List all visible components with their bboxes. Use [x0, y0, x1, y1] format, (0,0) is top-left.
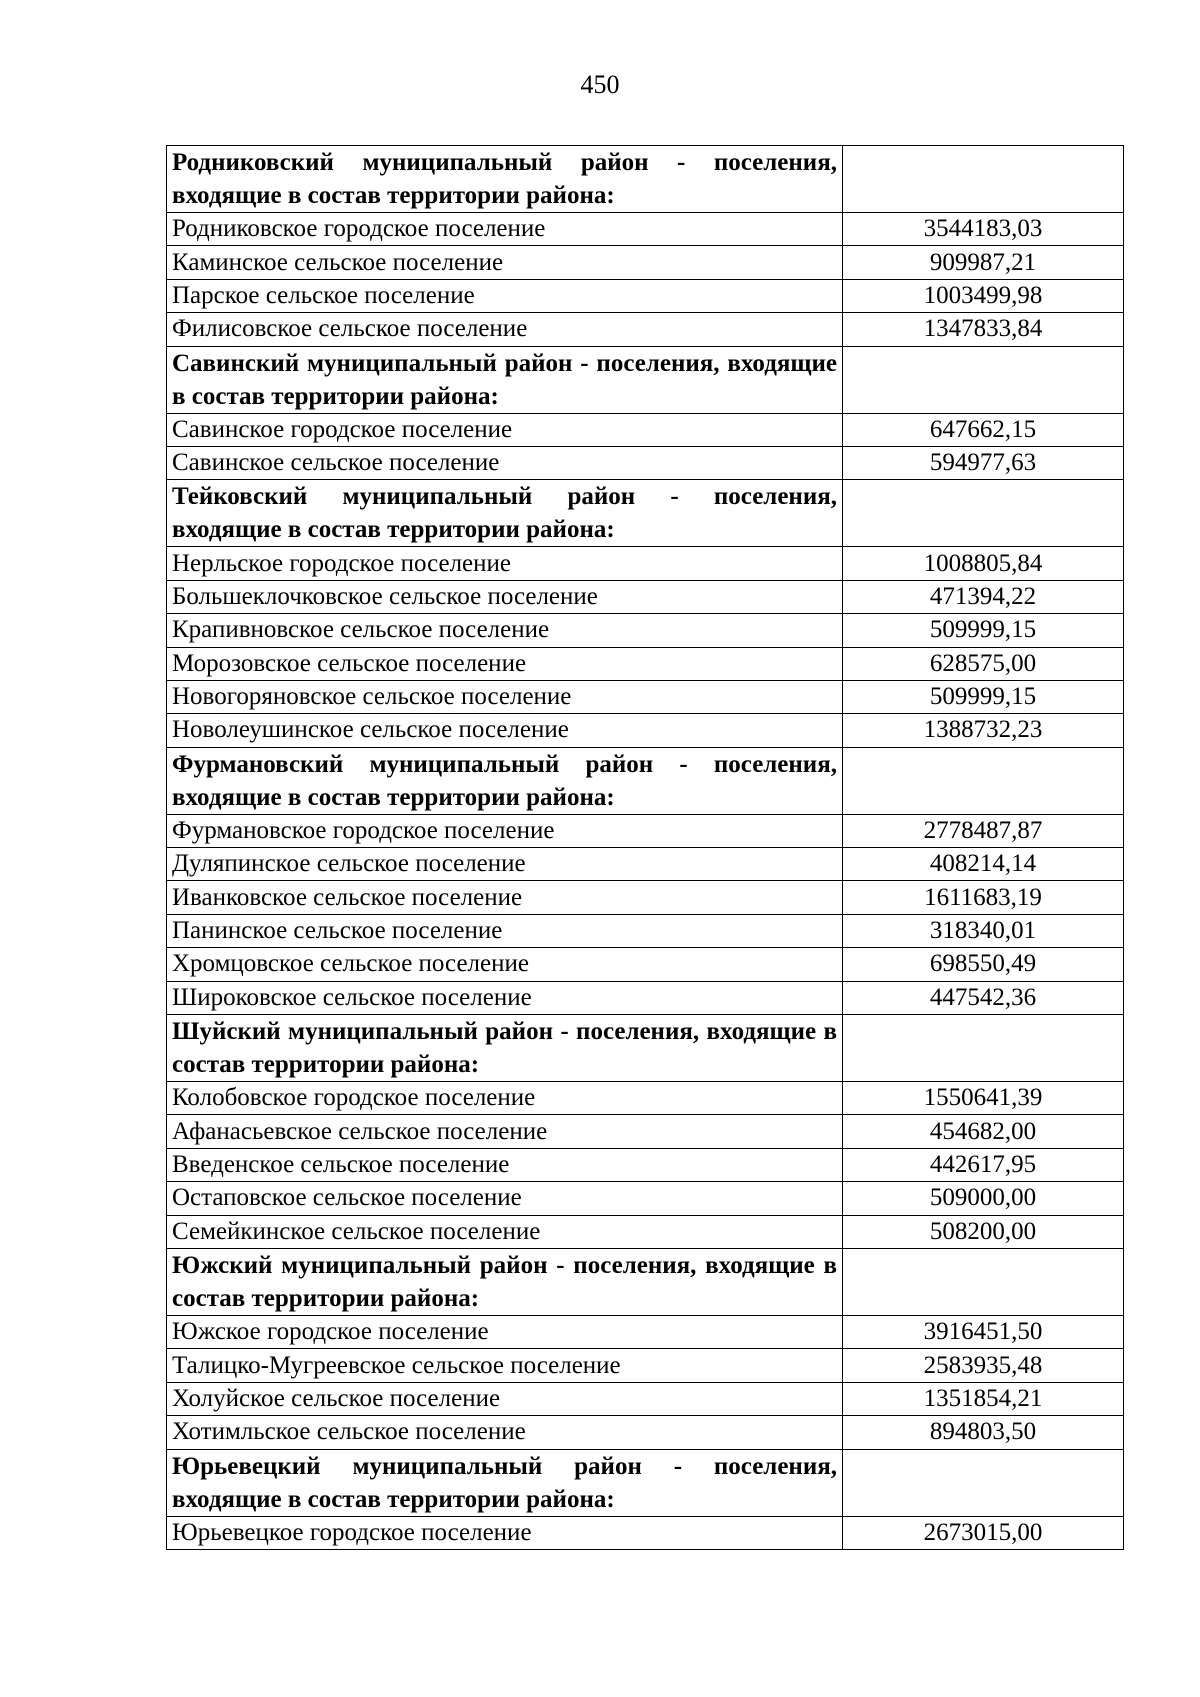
table-row — [167, 914, 1124, 947]
district-header-row — [167, 1248, 1124, 1315]
settlement-amount: 1611683,19 — [843, 881, 1124, 914]
district-header-row — [167, 1449, 1124, 1516]
table-row — [167, 580, 1124, 613]
district-header-row — [167, 480, 1124, 547]
settlement-amount: 509000,00 — [843, 1182, 1124, 1215]
settlement-name: Большеклочковское сельское поселение — [167, 580, 843, 613]
settlement-amount: 454682,00 — [843, 1115, 1124, 1148]
district-header: Юрьевецкий муниципальный район - поселения, входящие в состав территории района: — [167, 1449, 843, 1516]
table-row — [167, 1215, 1124, 1248]
table-row — [167, 1082, 1124, 1115]
settlement-name: Дуляпинское сельское поселение — [167, 848, 843, 881]
settlement-name: Морозовское сельское поселение — [167, 647, 843, 680]
settlement-amount: 2673015,00 — [843, 1516, 1124, 1549]
district-header-empty-cell — [843, 1248, 1124, 1315]
table-row — [167, 1182, 1124, 1215]
settlement-amount: 1003499,98 — [843, 279, 1124, 312]
settlement-amount: 3916451,50 — [843, 1315, 1124, 1348]
settlement-name: Семейкинское сельское поселение — [167, 1215, 843, 1248]
settlement-name: Парское сельское поселение — [167, 279, 843, 312]
table-body — [167, 146, 1124, 1550]
settlement-name: Нерльское городское поселение — [167, 547, 843, 580]
district-header-empty-cell — [843, 346, 1124, 413]
settlement-amount: 509999,15 — [843, 680, 1124, 713]
settlement-amount: 1351854,21 — [843, 1382, 1124, 1415]
settlement-amount: 909987,21 — [843, 246, 1124, 279]
settlement-amount: 447542,36 — [843, 981, 1124, 1014]
district-header-row — [167, 346, 1124, 413]
district-header-row — [167, 747, 1124, 814]
settlement-amount: 1388732,23 — [843, 714, 1124, 747]
settlement-amount: 647662,15 — [843, 413, 1124, 446]
settlement-amount: 628575,00 — [843, 647, 1124, 680]
settlement-name: Введенское сельское поселение — [167, 1148, 843, 1181]
table-row — [167, 1115, 1124, 1148]
settlement-name: Панинское сельское поселение — [167, 914, 843, 947]
table-row — [167, 1315, 1124, 1348]
table-row — [167, 313, 1124, 346]
table-row — [167, 1382, 1124, 1415]
settlement-name: Новолеушинское сельское поселение — [167, 714, 843, 747]
settlement-amount: 3544183,03 — [843, 213, 1124, 246]
table-row — [167, 413, 1124, 446]
settlement-amount: 442617,95 — [843, 1148, 1124, 1181]
table-row — [167, 848, 1124, 881]
settlement-name: Родниковское городское поселение — [167, 213, 843, 246]
district-header-row — [167, 1015, 1124, 1082]
district-header-empty-cell — [843, 747, 1124, 814]
district-header: Тейковский муниципальный район - поселения, входящие в состав территории района: — [167, 480, 843, 547]
district-header-empty-cell — [843, 146, 1124, 213]
settlement-amount: 1008805,84 — [843, 547, 1124, 580]
table-row — [167, 1516, 1124, 1549]
settlement-name: Иванковское сельское поселение — [167, 881, 843, 914]
district-header: Савинский муниципальный район - поселения, входящие в состав территории района: — [167, 346, 843, 413]
table-row — [167, 547, 1124, 580]
settlement-name: Афанасьевское сельское поселение — [167, 1115, 843, 1148]
settlement-amount: 894803,50 — [843, 1416, 1124, 1449]
settlement-amount: 698550,49 — [843, 948, 1124, 981]
district-header-row — [167, 146, 1124, 213]
table-row — [167, 614, 1124, 647]
table-row — [167, 714, 1124, 747]
table-row — [167, 1349, 1124, 1382]
settlement-amount: 508200,00 — [843, 1215, 1124, 1248]
table-row — [167, 981, 1124, 1014]
settlement-name: Хромцовское сельское поселение — [167, 948, 843, 981]
table-row — [167, 647, 1124, 680]
table-row — [167, 279, 1124, 312]
settlement-amount: 1550641,39 — [843, 1082, 1124, 1115]
settlement-name: Савинское городское поселение — [167, 413, 843, 446]
table-row — [167, 246, 1124, 279]
table-row — [167, 814, 1124, 847]
district-header: Фурмановский муниципальный район - поселения, входящие в состав территории района: — [167, 747, 843, 814]
settlement-amount: 2583935,48 — [843, 1349, 1124, 1382]
district-header: Родниковский муниципальный район - поселения, входящие в состав территории района: — [167, 146, 843, 213]
settlement-name: Широковское сельское поселение — [167, 981, 843, 1014]
district-header-empty-cell — [843, 480, 1124, 547]
settlement-name: Фурмановское городское поселение — [167, 814, 843, 847]
settlement-name: Холуйское сельское поселение — [167, 1382, 843, 1415]
settlement-amount: 471394,22 — [843, 580, 1124, 613]
settlement-amount: 1347833,84 — [843, 313, 1124, 346]
settlement-name: Крапивновское сельское поселение — [167, 614, 843, 647]
settlement-amount: 2778487,87 — [843, 814, 1124, 847]
table-row — [167, 1416, 1124, 1449]
table-row — [167, 213, 1124, 246]
table-row — [167, 680, 1124, 713]
settlement-amount: 509999,15 — [843, 614, 1124, 647]
settlement-name: Южское городское поселение — [167, 1315, 843, 1348]
table-row — [167, 948, 1124, 981]
settlement-name: Хотимльское сельское поселение — [167, 1416, 843, 1449]
table-row — [167, 881, 1124, 914]
settlement-name: Остаповское сельское поселение — [167, 1182, 843, 1215]
district-header: Шуйский муниципальный район - поселения, входящие в состав территории района: — [167, 1015, 843, 1082]
settlement-amount: 594977,63 — [843, 446, 1124, 479]
settlement-name: Каминское сельское поселение — [167, 246, 843, 279]
district-header-empty-cell — [843, 1449, 1124, 1516]
table-row — [167, 1148, 1124, 1181]
settlement-name: Талицко-Мугреевское сельское поселение — [167, 1349, 843, 1382]
settlements-budget-table — [166, 145, 1124, 1550]
district-header: Южский муниципальный район - поселения, входящие в состав территории района: — [167, 1248, 843, 1315]
district-header-empty-cell — [843, 1015, 1124, 1082]
table-row — [167, 446, 1124, 479]
settlement-name: Колобовское городское поселение — [167, 1082, 843, 1115]
settlement-name: Новогоряновское сельское поселение — [167, 680, 843, 713]
settlement-amount: 408214,14 — [843, 848, 1124, 881]
settlement-amount: 318340,01 — [843, 914, 1124, 947]
settlement-name: Савинское сельское поселение — [167, 446, 843, 479]
page-number: 450 — [580, 70, 620, 99]
settlement-name: Филисовское сельское поселение — [167, 313, 843, 346]
settlement-name: Юрьевецкое городское поселение — [167, 1516, 843, 1549]
